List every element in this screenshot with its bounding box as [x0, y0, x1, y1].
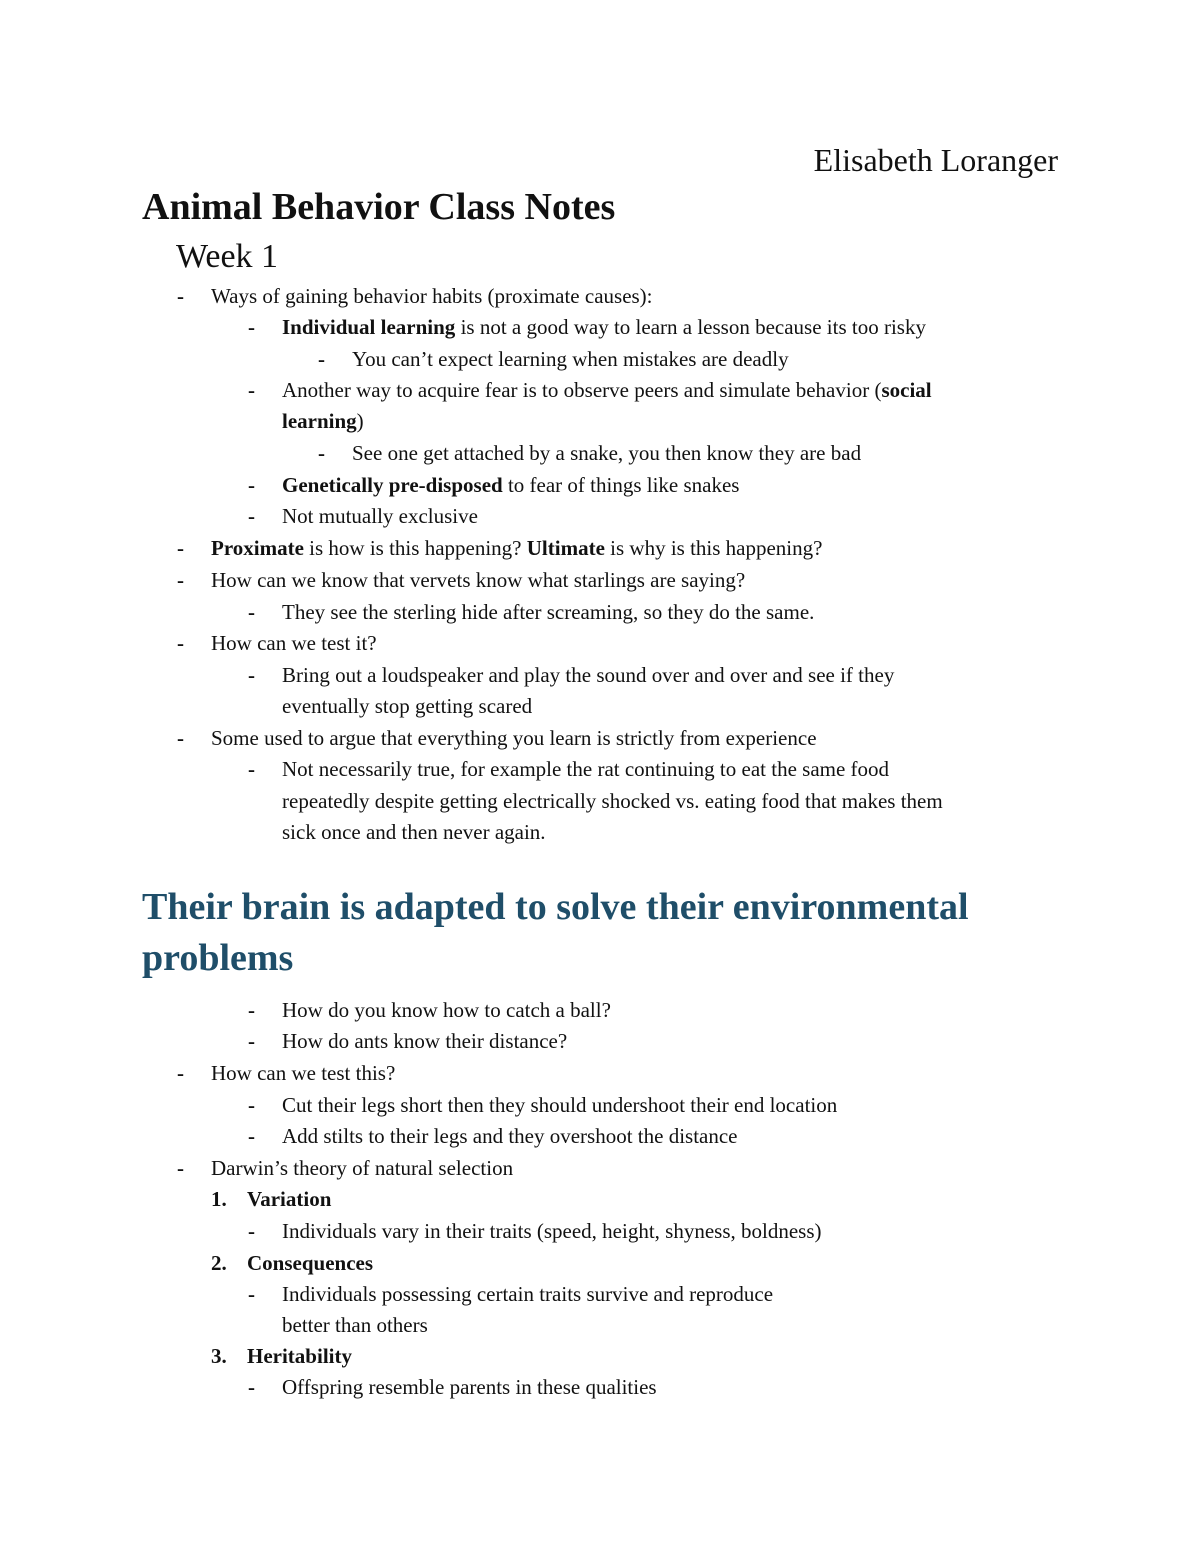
bullet-dash: - — [248, 378, 255, 402]
list-item: - Individuals possessing certain traits survive and reproduce — [282, 1279, 773, 1311]
list-item: - Add stilts to their legs and they overshoot the distance — [282, 1121, 738, 1153]
numbered-item: 2. Consequences — [247, 1248, 373, 1280]
bullet-dash: - — [177, 536, 184, 560]
week-heading: Week 1 — [176, 238, 279, 275]
list-item: - Not necessarily true, for example the rat continuing to eat the same food — [282, 754, 889, 786]
bullet-dash: - — [177, 1156, 184, 1180]
list-item: - How do you know how to catch a ball? — [282, 995, 611, 1027]
list-item: - How can we know that vervets know what starlings are saying? — [211, 565, 745, 597]
list-item: - How can we test this? — [211, 1058, 395, 1090]
item-number: 3. — [211, 1344, 227, 1368]
bullet-dash: - — [177, 631, 184, 655]
bullet-dash: - — [248, 1375, 255, 1399]
bullet-dash: - — [248, 1219, 255, 1243]
list-item: - Another way to acquire fear is to observe peers and simulate behavior (social — [282, 375, 932, 407]
list-item: - Not mutually exclusive — [282, 501, 478, 533]
list-item: - Individual learning is not a good way to learn a lesson because its too risky — [282, 312, 926, 344]
list-item: - Proximate is how is this happening? Ultimate is why is this happening? — [211, 533, 822, 565]
bullet-dash: - — [248, 1124, 255, 1148]
list-item: - They see the sterling hide after screaming, so they do the same. — [282, 597, 814, 629]
bullet-dash: - — [248, 1029, 255, 1053]
bullet-dash: - — [177, 726, 184, 750]
item-number: 2. — [211, 1251, 227, 1275]
list-item: - Cut their legs short then they should undershoot their end location — [282, 1090, 837, 1122]
list-item: - You can’t expect learning when mistakes are deadly — [352, 344, 789, 376]
bullet-dash: - — [248, 315, 255, 339]
list-item: - Offspring resemble parents in these qualities — [282, 1372, 657, 1404]
bullet-dash: - — [248, 1093, 255, 1117]
bullet-dash: - — [248, 1282, 255, 1306]
section-heading: Their brain is adapted to solve their environmental problems — [142, 886, 969, 979]
list-item: - Some used to argue that everything you learn is strictly from experience — [211, 723, 817, 755]
list-item: - Ways of gaining behavior habits (proximate causes): — [211, 281, 653, 313]
bullet-dash: - — [177, 284, 184, 308]
bullet-dash: - — [318, 441, 325, 465]
bullet-dash: - — [177, 1061, 184, 1085]
bullet-dash: - — [248, 600, 255, 624]
list-item: - Bring out a loudspeaker and play the sound over and over and see if they — [282, 660, 894, 692]
author-name: Elisabeth Loranger — [813, 142, 1058, 178]
list-item-continuation: better than others — [282, 1313, 428, 1337]
bullet-dash: - — [177, 568, 184, 592]
numbered-item: 1. Variation — [247, 1184, 331, 1216]
list-item-continuation: learning) — [282, 409, 364, 433]
bullet-dash: - — [248, 473, 255, 497]
list-item: - See one get attached by a snake, you then know they are bad — [352, 438, 861, 470]
list-item-continuation: eventually stop getting scared — [282, 694, 533, 718]
list-item-continuation: sick once and then never again. — [282, 820, 546, 844]
item-number: 1. — [211, 1187, 227, 1211]
bullet-dash: - — [318, 347, 325, 371]
numbered-item: 3. Heritability — [247, 1341, 352, 1373]
list-item-continuation: repeatedly despite getting electrically shocked vs. eating food that makes them — [282, 789, 943, 813]
list-item: - How can we test it? — [211, 628, 377, 660]
list-item: - Genetically pre-disposed to fear of things like snakes — [282, 470, 739, 502]
list-item: - Darwin’s theory of natural selection — [211, 1153, 513, 1185]
bullet-dash: - — [248, 663, 255, 687]
document-title: Animal Behavior Class Notes — [142, 186, 616, 228]
list-item: - How do ants know their distance? — [282, 1026, 567, 1058]
bullet-dash: - — [248, 757, 255, 781]
bullet-dash: - — [248, 998, 255, 1022]
bullet-dash: - — [248, 504, 255, 528]
list-item: - Individuals vary in their traits (speed, height, shyness, boldness) — [282, 1216, 822, 1248]
